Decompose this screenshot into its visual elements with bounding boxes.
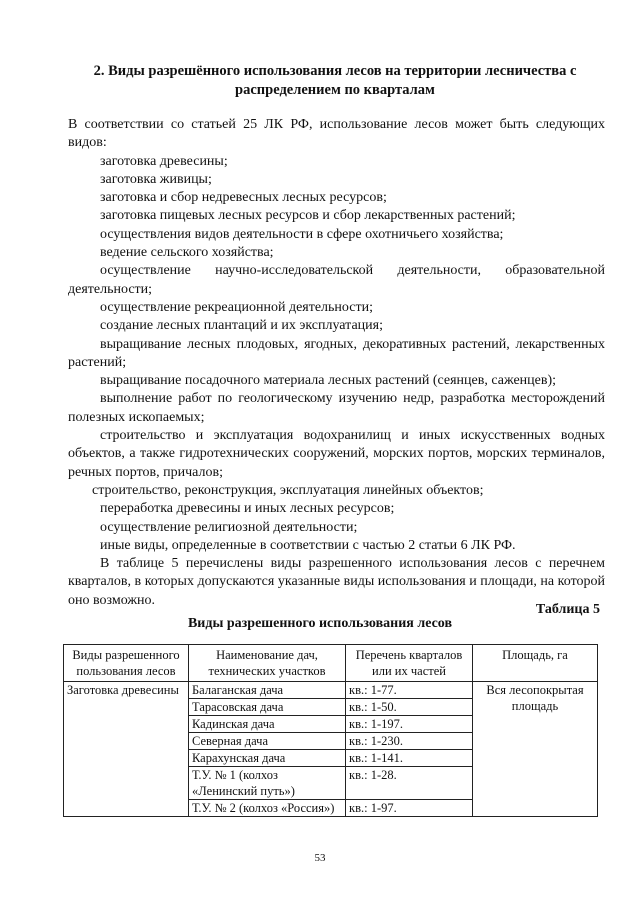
use-type-cell: Заготовка древесины: [64, 682, 189, 817]
list-item: осуществление религиозной деятельности;: [100, 519, 358, 535]
document-body: [68, 116, 605, 610]
dacha-cell: Северная дача: [189, 733, 346, 750]
list-item: заготовка и сбор недревесных лесных ресурсов;: [100, 190, 387, 206]
closing-paragraph: В таблице 5 перечислены виды разрешенного использования лесов с перечнем кварталов, в которых допускаются указанные виды использования и площади, на которой оно возможно.: [68, 556, 605, 608]
table-row: [64, 682, 598, 699]
list-item: ведение сельского хозяйства;: [100, 245, 274, 261]
table-header-cell: Перечень кварталов или их частей: [346, 645, 473, 682]
section-heading: [80, 62, 590, 100]
quarters-cell: кв.: 1-77.: [346, 682, 473, 699]
list-item: переработка древесины и иных лесных ресурсов;: [100, 501, 395, 517]
dacha-cell: Карахунская дача: [189, 750, 346, 767]
quarters-cell: кв.: 1-97.: [346, 800, 473, 817]
quarters-cell: кв.: 1-50.: [346, 699, 473, 716]
list-item: осуществления видов деятельности в сфере охотничьего хозяйства;: [100, 226, 504, 242]
dacha-cell: Т.У. № 2 (колхоз «Россия»): [189, 800, 346, 817]
dacha-cell: Тарасовская дача: [189, 699, 346, 716]
list-item: выращивание посадочного материала лесных растений (сеянцев, саженцев);: [100, 373, 557, 389]
quarters-cell: кв.: 1-28.: [346, 767, 473, 800]
list-item: выращивание лесных плодовых, ягодных, декоративных растений, лекарственных растений;: [68, 336, 605, 370]
table-label: Таблица 5: [535, 602, 600, 617]
dacha-cell: Балаганская дача: [189, 682, 346, 699]
list-item: заготовка пищевых лесных ресурсов и сбор лекарственных растений;: [100, 208, 516, 224]
dacha-cell: Кадинская дача: [189, 716, 346, 733]
area-cell: Вся лесопокрытая площадь: [473, 682, 598, 817]
list-item: выполнение работ по геологическому изучению недр, разработка месторождений полезных ископаемых;: [68, 391, 605, 425]
list-item: заготовка живицы;: [100, 171, 212, 187]
list-item: создание лесных плантаций и их эксплуатация;: [100, 318, 383, 334]
quarters-cell: кв.: 1-141.: [346, 750, 473, 767]
table-header-row: [64, 645, 598, 682]
intro-paragraph: В соответствии со статьей 25 ЛК РФ, использование лесов может быть следующих видов:: [68, 117, 605, 151]
heading-line-1: 2. Виды разрешённого использования лесов на территории лесничества с: [93, 63, 577, 79]
list-item: иные виды, определенные в соответствии с частью 2 статьи 6 ЛК РФ.: [100, 537, 516, 553]
table-header-cell: Наименование дач, технических участков: [189, 645, 346, 682]
quarters-cell: кв.: 1-230.: [346, 733, 473, 750]
dacha-cell: Т.У. № 1 (колхоз «Ленинский путь»): [189, 767, 346, 800]
list-item: заготовка древесины;: [100, 153, 228, 169]
heading-line-2: распределением по кварталам: [235, 82, 435, 98]
list-item: строительство и эксплуатация водохранилищ и иных искусственных водных объектов, а также гидротехнических сооружений, морских портов, морских терминалов, речных портов, причалов;: [68, 428, 605, 480]
forest-use-table: [63, 644, 598, 817]
table-header-cell: Виды разрешенного пользования лесов: [64, 645, 189, 682]
list-item: строительство, реконструкция, эксплуатация линейных объектов;: [92, 482, 484, 498]
list-item: осуществление научно-исследовательской деятельности, образовательной деятельности;: [68, 263, 605, 297]
quarters-cell: кв.: 1-197.: [346, 716, 473, 733]
table-title: Виды разрешенного использования лесов: [187, 616, 453, 631]
table-header-cell: Площадь, га: [473, 645, 598, 682]
list-item: осуществление рекреационной деятельности;: [100, 299, 373, 315]
page-number: 53: [314, 852, 326, 864]
